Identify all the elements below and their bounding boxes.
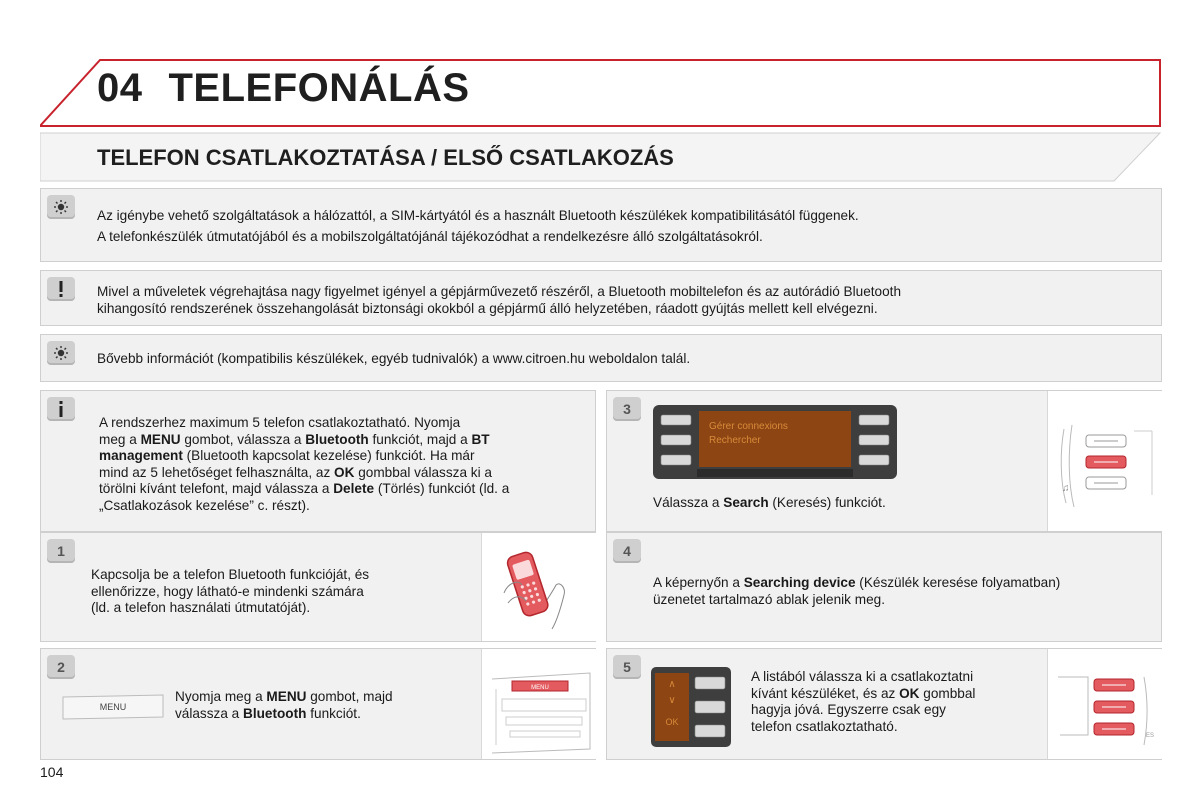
radio-menu-label: MENU: [531, 685, 549, 691]
step-3: [606, 390, 1162, 532]
radio-display-step-5: [651, 667, 731, 747]
svg-text:ES: ES: [1146, 733, 1155, 739]
step-3-number: 3: [613, 397, 641, 421]
svg-text:∧: ∧: [668, 679, 676, 690]
step-5: [606, 648, 1162, 760]
step-1-number: 1: [47, 539, 75, 563]
tip-note-2: [40, 334, 1162, 382]
tip-note-1-line-1: Az igénybe vehető szolgáltatások a hálózattól, a SIM-kártyától és a használt Bluetooth készülékek kompatibilitásától függenek.: [97, 208, 859, 223]
step-4-number: 4: [613, 539, 641, 563]
warning-note: [40, 270, 1162, 326]
info-note: [40, 390, 596, 532]
step-2-line-1: Nyomja meg a MENU gombot, majd: [175, 689, 393, 704]
phone-illustration: [481, 533, 596, 641]
info-icon: [47, 397, 75, 421]
info-line-1: A rendszerhez maximum 5 telefon csatlakoztatható. Nyomja: [99, 415, 461, 430]
page-number: 104: [40, 764, 64, 780]
radio-menu-illustration: [481, 649, 596, 759]
info-line-5: törölni kívánt telefont, majd válassza a Delete (Törlés) funkciót (ld. a: [99, 481, 510, 496]
step-5-number: 5: [613, 655, 641, 679]
warning-note-line-1: Mivel a műveletek végrehajtása nagy figyelmet igényel a gépjárművezető részéről, a Bluetooth mobiltelefon és az autórádió Bluetooth: [97, 284, 902, 299]
lightbulb-icon: [47, 341, 75, 365]
step-5-line-2: kívánt készüléket, és az OK gombbal: [751, 685, 976, 701]
step-5-line-3: hagyja jóvá. Egyszerre csak egy: [751, 702, 946, 717]
info-line-6: „Csatlakozások kezelése” c. részt).: [99, 497, 310, 513]
tip-note-2-line-1: Bővebb információt (kompatibilis készülékek, egyéb tudnivalók) a www.citroen.hu weboldalon talál.: [97, 351, 691, 366]
chapter-title: [97, 66, 470, 111]
tip-note-1-line-2: A telefonkészülék útmutatójából és a mobilszolgáltatójánál tájékozódhat a rendelkezésre álló szolgáltatásokról.: [97, 228, 763, 244]
step-1-line-1: Kapcsolja be a telefon Bluetooth funkcióját, és: [91, 567, 370, 582]
step-4: [606, 532, 1162, 642]
chapter-title-text: TELEFONÁLÁS: [168, 66, 470, 110]
menu-button-illustration: [59, 693, 167, 721]
step-1-line-3: (ld. a telefon használati útmutatóját).: [91, 600, 311, 615]
step-2: [40, 648, 596, 760]
step-3-line-1: Válassza a Search (Keresés) funkciót.: [653, 495, 886, 510]
section-title: TELEFON CSATLAKOZTATÁSA / ELSŐ CSATLAKOZÁS: [97, 145, 674, 170]
info-line-4: mind az 5 lehetőséget felhasználta, az OK gombbal válassza ki a: [99, 464, 492, 480]
steering-buttons-illustration-3: [1047, 391, 1162, 531]
svg-text:∨: ∨: [668, 695, 676, 706]
display-ok-label: OK: [665, 717, 679, 727]
chapter-number: 04: [97, 66, 143, 110]
radio-display-step-3: [653, 405, 897, 479]
step-2-number: 2: [47, 655, 75, 679]
step-5-line-1: A listából válassza ki a csatlakoztatni: [751, 669, 974, 684]
display-line-1: Gérer connexions: [709, 421, 788, 432]
step-2-line-2: válassza a Bluetooth funkciót.: [175, 705, 361, 721]
warning-note-line-2: kihangosító rendszerének összehangolását biztonsági okokból a gépjármű álló helyzetében, ráadott gyújtás mellett kell elvégezni.: [97, 300, 878, 316]
step-5-line-4: telefon csatlakoztatható.: [751, 718, 898, 734]
info-line-2: meg a MENU gombot, válassza a Bluetooth funkciót, majd a BT: [99, 431, 490, 447]
tip-note-1: [40, 188, 1162, 262]
exclamation-icon: [47, 277, 75, 301]
svg-text:♫: ♫: [1062, 483, 1070, 494]
step-1-line-2: ellenőrizze, hogy látható-e mindenki számára: [91, 583, 364, 599]
display-line-2: Rechercher: [709, 435, 761, 446]
lightbulb-icon: [47, 195, 75, 219]
steering-buttons-illustration-5: [1047, 649, 1162, 759]
step-4-line-1: A képernyőn a Searching device (Készülék keresése folyamatban): [653, 575, 1061, 590]
step-4-line-2: üzenetet tartalmazó ablak jelenik meg.: [653, 591, 885, 607]
step-1: [40, 532, 596, 642]
menu-button-label: MENU: [99, 702, 127, 712]
info-line-3: management (Bluetooth kapcsolat kezelése) funkciót. Ha már: [99, 448, 475, 463]
